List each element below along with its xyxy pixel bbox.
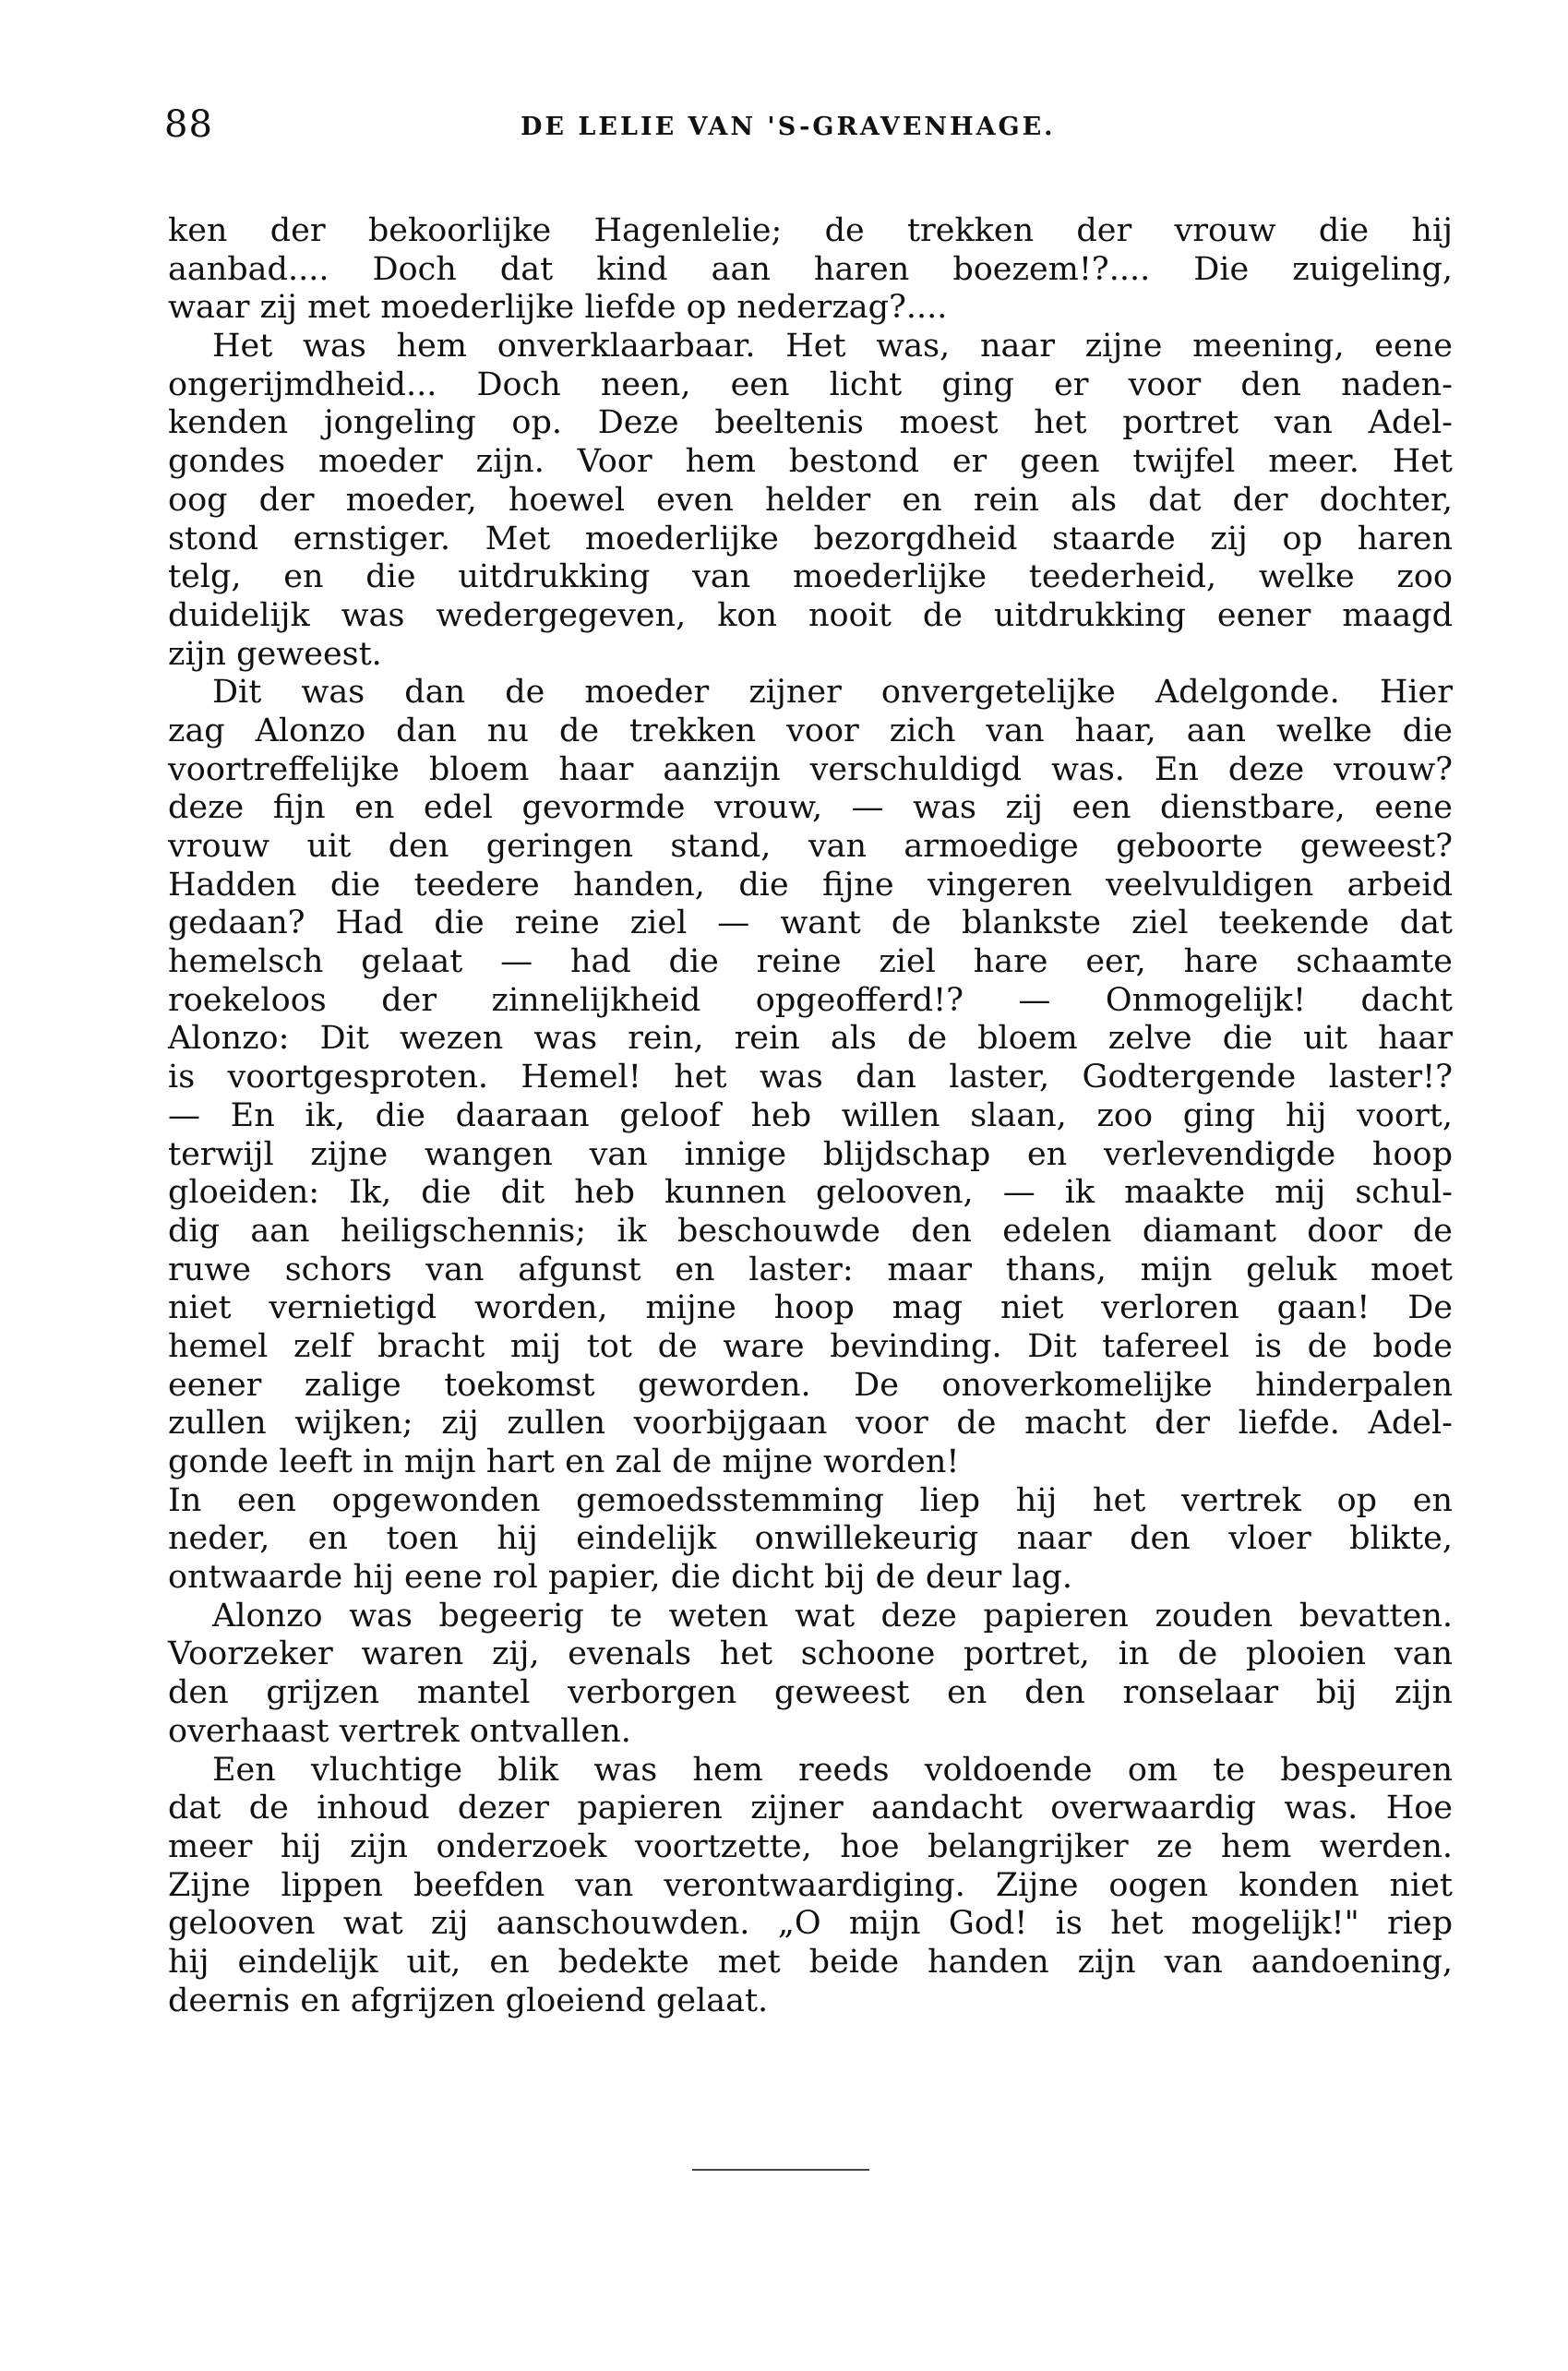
text-line: oog der moeder, hoewel even helder en rein als dat der dochter, [168, 481, 1453, 519]
text-line: overhaast vertrek ontvallen. [168, 1712, 631, 1750]
body-text [168, 212, 1453, 2020]
text-line: kenden jongeling op. Deze beeltenis moest het portret van Adel- [168, 404, 1453, 442]
text-line: Dit was dan de moeder zijner onvergetelijke Adelgonde. Hier [212, 674, 1453, 712]
text-line: neder, en toen hij eindelijk onwillekeurig naar den vloer blikte, [168, 1520, 1453, 1558]
text-line: eener zalige toekomst geworden. De onoverkomelijke hinderpalen [168, 1366, 1453, 1404]
text-line: gondes moeder zijn. Voor hem bestond er geen twijfel meer. Het [168, 443, 1453, 481]
text-line: — En ik, die daaraan geloof heb willen slaan, zoo ging hij voort, [168, 1096, 1453, 1134]
running-title: DE LELIE VAN 'S-GRAVENHAGE. [521, 113, 1056, 141]
text-line: meer hij zijn onderzoek voortzette, hoe belangrijker ze hem werden. [168, 1827, 1453, 1865]
text-line: niet vernietigd worden, mijne hoop mag niet verloren gaan! De [168, 1289, 1453, 1327]
text-line: Alonzo was begeerig te weten wat deze papieren zouden bevatten. [212, 1597, 1453, 1635]
text-line: duidelijk was wedergegeven, kon nooit de uitdrukking eener maagd [168, 596, 1453, 634]
text-line: hij eindelijk uit, en bedekte met beide handen zijn van aandoening, [168, 1943, 1453, 1981]
text-line: zag Alonzo dan nu de trekken voor zich van haar, aan welke die [168, 712, 1453, 749]
text-line: dat de inhoud dezer papieren zijner aandacht overwaardig was. Hoe [168, 1790, 1453, 1827]
page-number: 88 [164, 103, 213, 146]
text-line: is voortgesproten. Hemel! het was dan laster, Godtergende laster!? [168, 1059, 1453, 1096]
text-line: deernis en afgrijzen gloeiend gelaat. [168, 1982, 769, 2019]
text-line: gedaan? Had die reine ziel — want de blankste ziel teekende dat [168, 904, 1453, 942]
running-header [164, 103, 1456, 159]
text-line: Zijne lippen beefden van verontwaardiging. Zijne oogen konden niet [168, 1866, 1453, 1904]
text-line: telg, en die uitdrukking van moederlijke teederheid, welke zoo [168, 558, 1453, 596]
text-line: ongerijmdheid... Doch neen, een licht ging er voor den naden- [168, 365, 1453, 403]
text-line: waar zij met moederlijke liefde op nederzag?.... [168, 289, 948, 327]
text-line: terwijl zijne wangen van innige blijdschap en verlevendigde hoop [168, 1135, 1453, 1173]
text-line: In een opgewonden gemoedsstemming liep hij het vertrek op en [168, 1481, 1453, 1519]
text-line: ruwe schors van afgunst en laster: maar thans, mijn geluk moet [168, 1251, 1453, 1288]
text-line: aanbad.... Doch dat kind aan haren boezem!?.... Die zuigeling, [168, 250, 1453, 288]
text-line: Voorzeker waren zij, evenals het schoone portret, in de plooien van [168, 1635, 1453, 1673]
text-line: gloeiden: Ik, die dit heb kunnen gelooven, — ik maakte mij schul- [168, 1174, 1453, 1212]
text-line: zijn geweest. [168, 635, 382, 673]
text-line: hemel zelf bracht mij tot de ware bevinding. Dit tafereel is de bode [168, 1327, 1453, 1365]
text-line: stond ernstiger. Met moederlijke bezorgdheid staarde zij op haren [168, 520, 1453, 557]
text-line: den grijzen mantel verborgen geweest en den ronselaar bij zijn [168, 1674, 1453, 1712]
text-line: Een vluchtige blik was hem reeds voldoende om te bespeuren [212, 1751, 1453, 1789]
text-line: hemelsch gelaat — had die reine ziel hare eer, hare schaamte [168, 943, 1453, 981]
text-line: gonde leeft in mijn hart en zal de mijne worden! [168, 1443, 960, 1480]
text-line: deze fijn en edel gevormde vrouw, — was zij een dienstbare, eene [168, 789, 1453, 827]
text-line: dig aan heiligschennis; ik beschouwde den edelen diamant door de [168, 1212, 1453, 1250]
text-line: gelooven wat zij aanschouwden. „O mijn God! is het mogelijk!" riep [168, 1905, 1453, 1943]
section-end-rule [692, 2169, 869, 2171]
text-line: vrouw uit den geringen stand, van armoedige geboorte geweest? [168, 828, 1453, 865]
text-line: ontwaarde hij eene rol papier, die dicht bij de deur lag. [168, 1559, 1072, 1597]
text-line: Hadden die teedere handen, die fijne vingeren veelvuldigen arbeid [168, 866, 1453, 904]
text-line: ken der bekoorlijke Hagenlelie; de trekken der vrouw die hij [168, 212, 1453, 249]
text-line: voortreffelijke bloem haar aanzijn verschuldigd was. En deze vrouw? [168, 750, 1453, 788]
text-line: zullen wijken; zij zullen voorbijgaan voor de macht der liefde. Adel- [168, 1405, 1453, 1443]
text-line: roekeloos der zinnelijkheid opgeofferd!? — Onmogelijk! dacht [168, 981, 1453, 1019]
text-line: Alonzo: Dit wezen was rein, rein als de bloem zelve die uit haar [168, 1020, 1453, 1058]
text-line: Het was hem onverklaarbaar. Het was, naar zijne meening, eene [212, 328, 1453, 365]
